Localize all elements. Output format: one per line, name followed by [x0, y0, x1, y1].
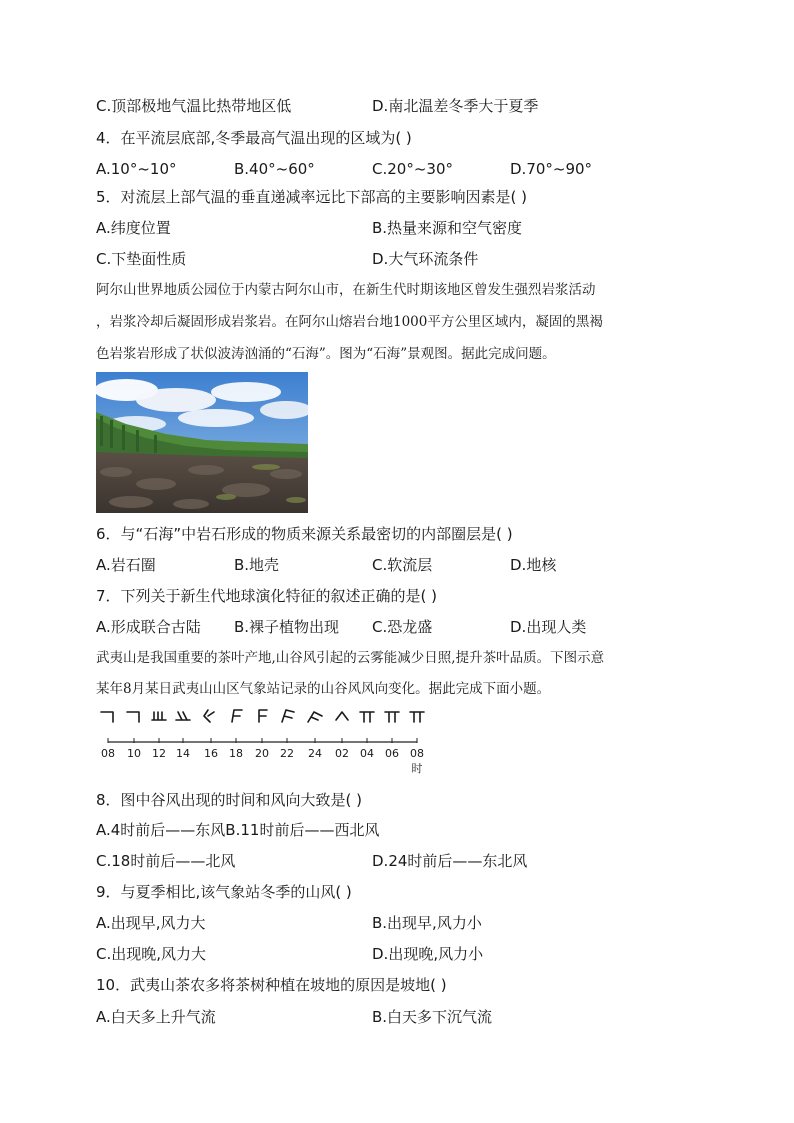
q8-option-d: D.24时前后——东北风 [372, 852, 528, 870]
wind-direction-symbol [410, 712, 424, 722]
wind-direction-symbol [176, 712, 190, 720]
wind-direction-symbol [127, 712, 139, 722]
q6-option-c: C.软流层 [372, 556, 433, 574]
passage1-line3: 色岩浆岩形成了状似波涛汹涌的“石海”。图为“石海”景观图。据此完成问题。 [96, 346, 556, 362]
wind-direction-symbol [101, 712, 113, 722]
q7-option-b: B.裸子植物出现 [234, 618, 340, 636]
q5-option-d: D.大气环流条件 [372, 250, 479, 268]
q10-stem: 10．武夷山茶农多将茶树种植在坡地的原因是坡地( ) [96, 976, 447, 994]
time-tick-label: 08 [101, 747, 115, 760]
passage2-line1: 武夷山是我国重要的茶叶产地,山谷风引起的云雾能减少日照,提升茶叶品质。下图示意 [96, 650, 605, 666]
q7-stem: 7．下列关于新生代地球演化特征的叙述正确的是( ) [96, 587, 438, 605]
q6-option-d: D.地核 [510, 556, 557, 574]
time-tick-label: 02 [335, 747, 349, 760]
q4-option-a: A.10°~10° [96, 160, 177, 178]
q9-stem: 9．与夏季相比,该气象站冬季的山风( ) [96, 883, 352, 901]
wind-direction-symbol [259, 710, 267, 722]
stone-sea-photo [96, 372, 308, 513]
q4-stem: 4．在平流层底部,冬季最高气温出现的区域为( ) [96, 129, 412, 147]
wind-direction-symbol [232, 710, 242, 722]
wind-direction-symbol [385, 712, 399, 722]
q8-option-c: C.18时前后——北风 [96, 852, 236, 870]
q7-option-c: C.恐龙盛 [372, 618, 433, 636]
wind-direction-symbol [360, 712, 374, 722]
q4-option-d: D.70°~90° [510, 160, 593, 178]
q3-option-d: D.南北温差冬季大于夏季 [372, 97, 539, 115]
time-tick-label: 10 [127, 747, 141, 760]
q5-option-c: C.下垫面性质 [96, 250, 187, 268]
wind-direction-symbol [336, 712, 348, 720]
q8-options-ab: A.4时前后——东风B.11时前后——西北风 [96, 821, 380, 839]
wind-direction-symbol [282, 710, 294, 722]
q7-option-a: A.形成联合古陆 [96, 618, 201, 636]
q6-option-a: A.岩石圈 [96, 556, 156, 574]
time-tick-label: 18 [229, 747, 243, 760]
q7-option-d: D.出现人类 [510, 618, 587, 636]
q5-option-b: B.热量来源和空气密度 [372, 219, 523, 237]
time-tick-label: 12 [152, 747, 166, 760]
q5-stem: 5．对流层上部气温的垂直递减率远比下部高的主要影响因素是( ) [96, 188, 528, 206]
q4-option-c: C.20°~30° [372, 160, 453, 178]
q3-option-c: C.顶部极地气温比热带地区低 [96, 97, 292, 115]
q6-stem: 6．与“石海”中岩石形成的物质来源关系最密切的内部圈层是( ) [96, 525, 513, 543]
passage1-line1: 阿尔山世界地质公园位于内蒙古阿尔山市，在新生代时期该地区曾发生强烈岩浆活动 [96, 282, 596, 298]
wind-direction-symbol [204, 710, 214, 722]
q10-option-a: A.白天多上升气流 [96, 1008, 216, 1026]
time-tick-label: 06 [385, 747, 399, 760]
q8-stem: 8．图中谷风出现的时间和风向大致是( ) [96, 791, 363, 809]
q9-option-d: D.出现晚,风力小 [372, 945, 484, 963]
wind-chart-svg [96, 706, 436, 778]
q9-option-a: A.出现早,风力大 [96, 914, 206, 932]
q10-option-b: B.白天多下沉气流 [372, 1008, 493, 1026]
q4-option-b: B.40°~60° [234, 160, 315, 178]
q9-option-c: C.出现晚,风力大 [96, 945, 207, 963]
q6-option-b: B.地壳 [234, 556, 280, 574]
time-tick-label: 20 [255, 747, 269, 760]
time-tick-label: 14 [176, 747, 190, 760]
time-unit-label: 时 [411, 762, 423, 775]
wind-direction-chart [96, 706, 436, 778]
time-tick-label: 16 [204, 747, 218, 760]
time-tick-label: 22 [280, 747, 294, 760]
passage1-line2: ，岩浆冷却后凝固形成岩浆岩。在阿尔山熔岩台地1000平方公里区域内，凝固的黑褐 [96, 314, 603, 330]
time-tick-label: 08 [410, 747, 424, 760]
q9-option-b: B.出现早,风力小 [372, 914, 482, 932]
time-tick-label: 24 [308, 747, 322, 760]
wind-direction-symbol [308, 712, 322, 722]
passage2-line2: 某年8月某日武夷山山区气象站记录的山谷风风向变化。据此完成下面小题。 [96, 681, 551, 697]
wind-direction-symbol [152, 712, 166, 720]
time-tick-label: 04 [360, 747, 374, 760]
q5-option-a: A.纬度位置 [96, 219, 171, 237]
